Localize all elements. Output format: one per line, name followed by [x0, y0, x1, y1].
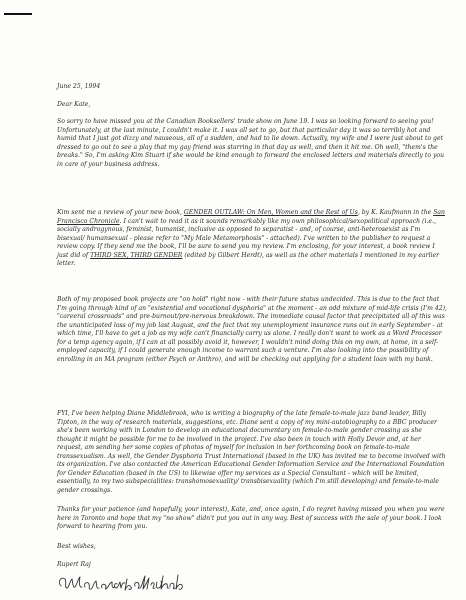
- paragraph-4: FYI, I've been helping Diane Middlebrook, who is writing a biography of the late female-to-male jazz band leader, Billy Tipton, in the way of research materials, suggestions, etc. Diane sent a copy of my mini-autobiography to a BBC producer she's been working with in London to develop an educational documentary on female-to-male gender crossing as she thought it might be possible for me to be involved in the project. I've also been in touch with Holly Devor and, at her request, am sending her some copies of photos of myself for inclusion in her forthcoming book on female-to-male transsexualism. As well, the Gender Dysphoria Trust International (based in the UK) has invited me to become involved with its organization. I've also contacted the American Educational Gender Information Service and the International Foundation for Gender Education (based in the US) to likewise offer my services as a Special Consultant - which will be limited, essentially, to my two subspecialities: transhomosexuality/ transbisexuality (which I'm still developing) and female-to-male gender crossings.: [57, 410, 446, 494]
- handwritten-signature: [55, 570, 205, 596]
- p2-intro: Kim sent me a review of your new book,: [57, 209, 184, 216]
- p2-middle: . I can't wait to read it as it sounds remarkably like my own philosophical/sexopolitical approach (i.e., socially androgynous, feminist, humanist, inclusive as opposed to separatist - and, of course, anti-heterosexist as I'm bisexual/ humansexual - please refer to "My Male Metamorphosis" - attached). I've written to the publisher to request a review copy. If they send me the book, I'll be sure to send you my review. I'm enclosing, for your interest, a book review I just did of: [57, 217, 436, 259]
- letter-date: June 25, 1994: [57, 83, 101, 90]
- top-rule: [4, 13, 32, 15]
- newspaper-name: San Francisco Chronicle: [57, 209, 445, 225]
- signer-name: Rupert Raj: [57, 561, 91, 568]
- p2-by: , by K. Kaufmann in the: [357, 209, 434, 216]
- paragraph-2: [57, 209, 447, 269]
- closing: Best wishes,: [57, 543, 96, 550]
- paragraph-3: Both of my proposed book projects are "on hold" right now - with their future status undecided. This is due to the fact that I'm going through kind of an "existential and vocational dysphoria" at the moment - an odd mixture of mid-life crisis (I'm 42), "careeral crossroads" and pre-burnout/pre-nervous breakdown. The immediate causal factor that precipitated all of this was the unanticipated loss of my job last August, and the fact that my unemployment insurance runs out in early September - at which time, I'll have to get a job as my wife can't financially carry us alone. I really don't want to work as a Word Processor for a temp agency again, if I can at all possibly avoid it, however, I wouldn't mind doing this on my own, at home, in a self-employed capacity, if I could generate enough income to warrant such a venture. I'm also looking into the possibility of enrolling in an MA program (either Psych or Anthro), and will be checking out applying for a student loan with my bank.: [57, 296, 447, 363]
- salutation: Dear Kate,: [57, 101, 91, 108]
- paragraph-1: So sorry to have missed you at the Canadian Booksellers' trade show on June 19. I was so looking forward to seeing you! Unfortunately, at the last minute, I couldn't make it. I was all set to go, but that particular day it was so terribly hot and humid that I just got dizzy and nauseous, all of a sudden, and had to lie down. Actually, my wife and I were just about to get dressed to go out to see a play that my gay friend was starring in that day as well, and then it hit me. Oh well, "them's the breaks." So, I'm asking Kim Stuart if she would be kind enough to forward the enclosed letters and materials directly to you in care of your business address.: [57, 118, 445, 168]
- paragraph-5: Thanks for your patience (and hopefully, your interest), Kate, and, once again, I do regret having missed you when you were here in Toronto and hope that my "no show" didn't put you out in any way. Best of success with the sale of your book. I look forward to hearing from you.: [57, 506, 445, 530]
- p2-end: (edited by Gilbert Herdt), as well as the other materials I mentioned in my earlier letter.: [57, 251, 440, 267]
- book-title-third-sex: THIRD SEX, THIRD GENDER: [90, 251, 183, 259]
- book-title-gender-outlaw: GENDER OUTLAW: On Men, Women and the Rest of Us: [183, 209, 358, 216]
